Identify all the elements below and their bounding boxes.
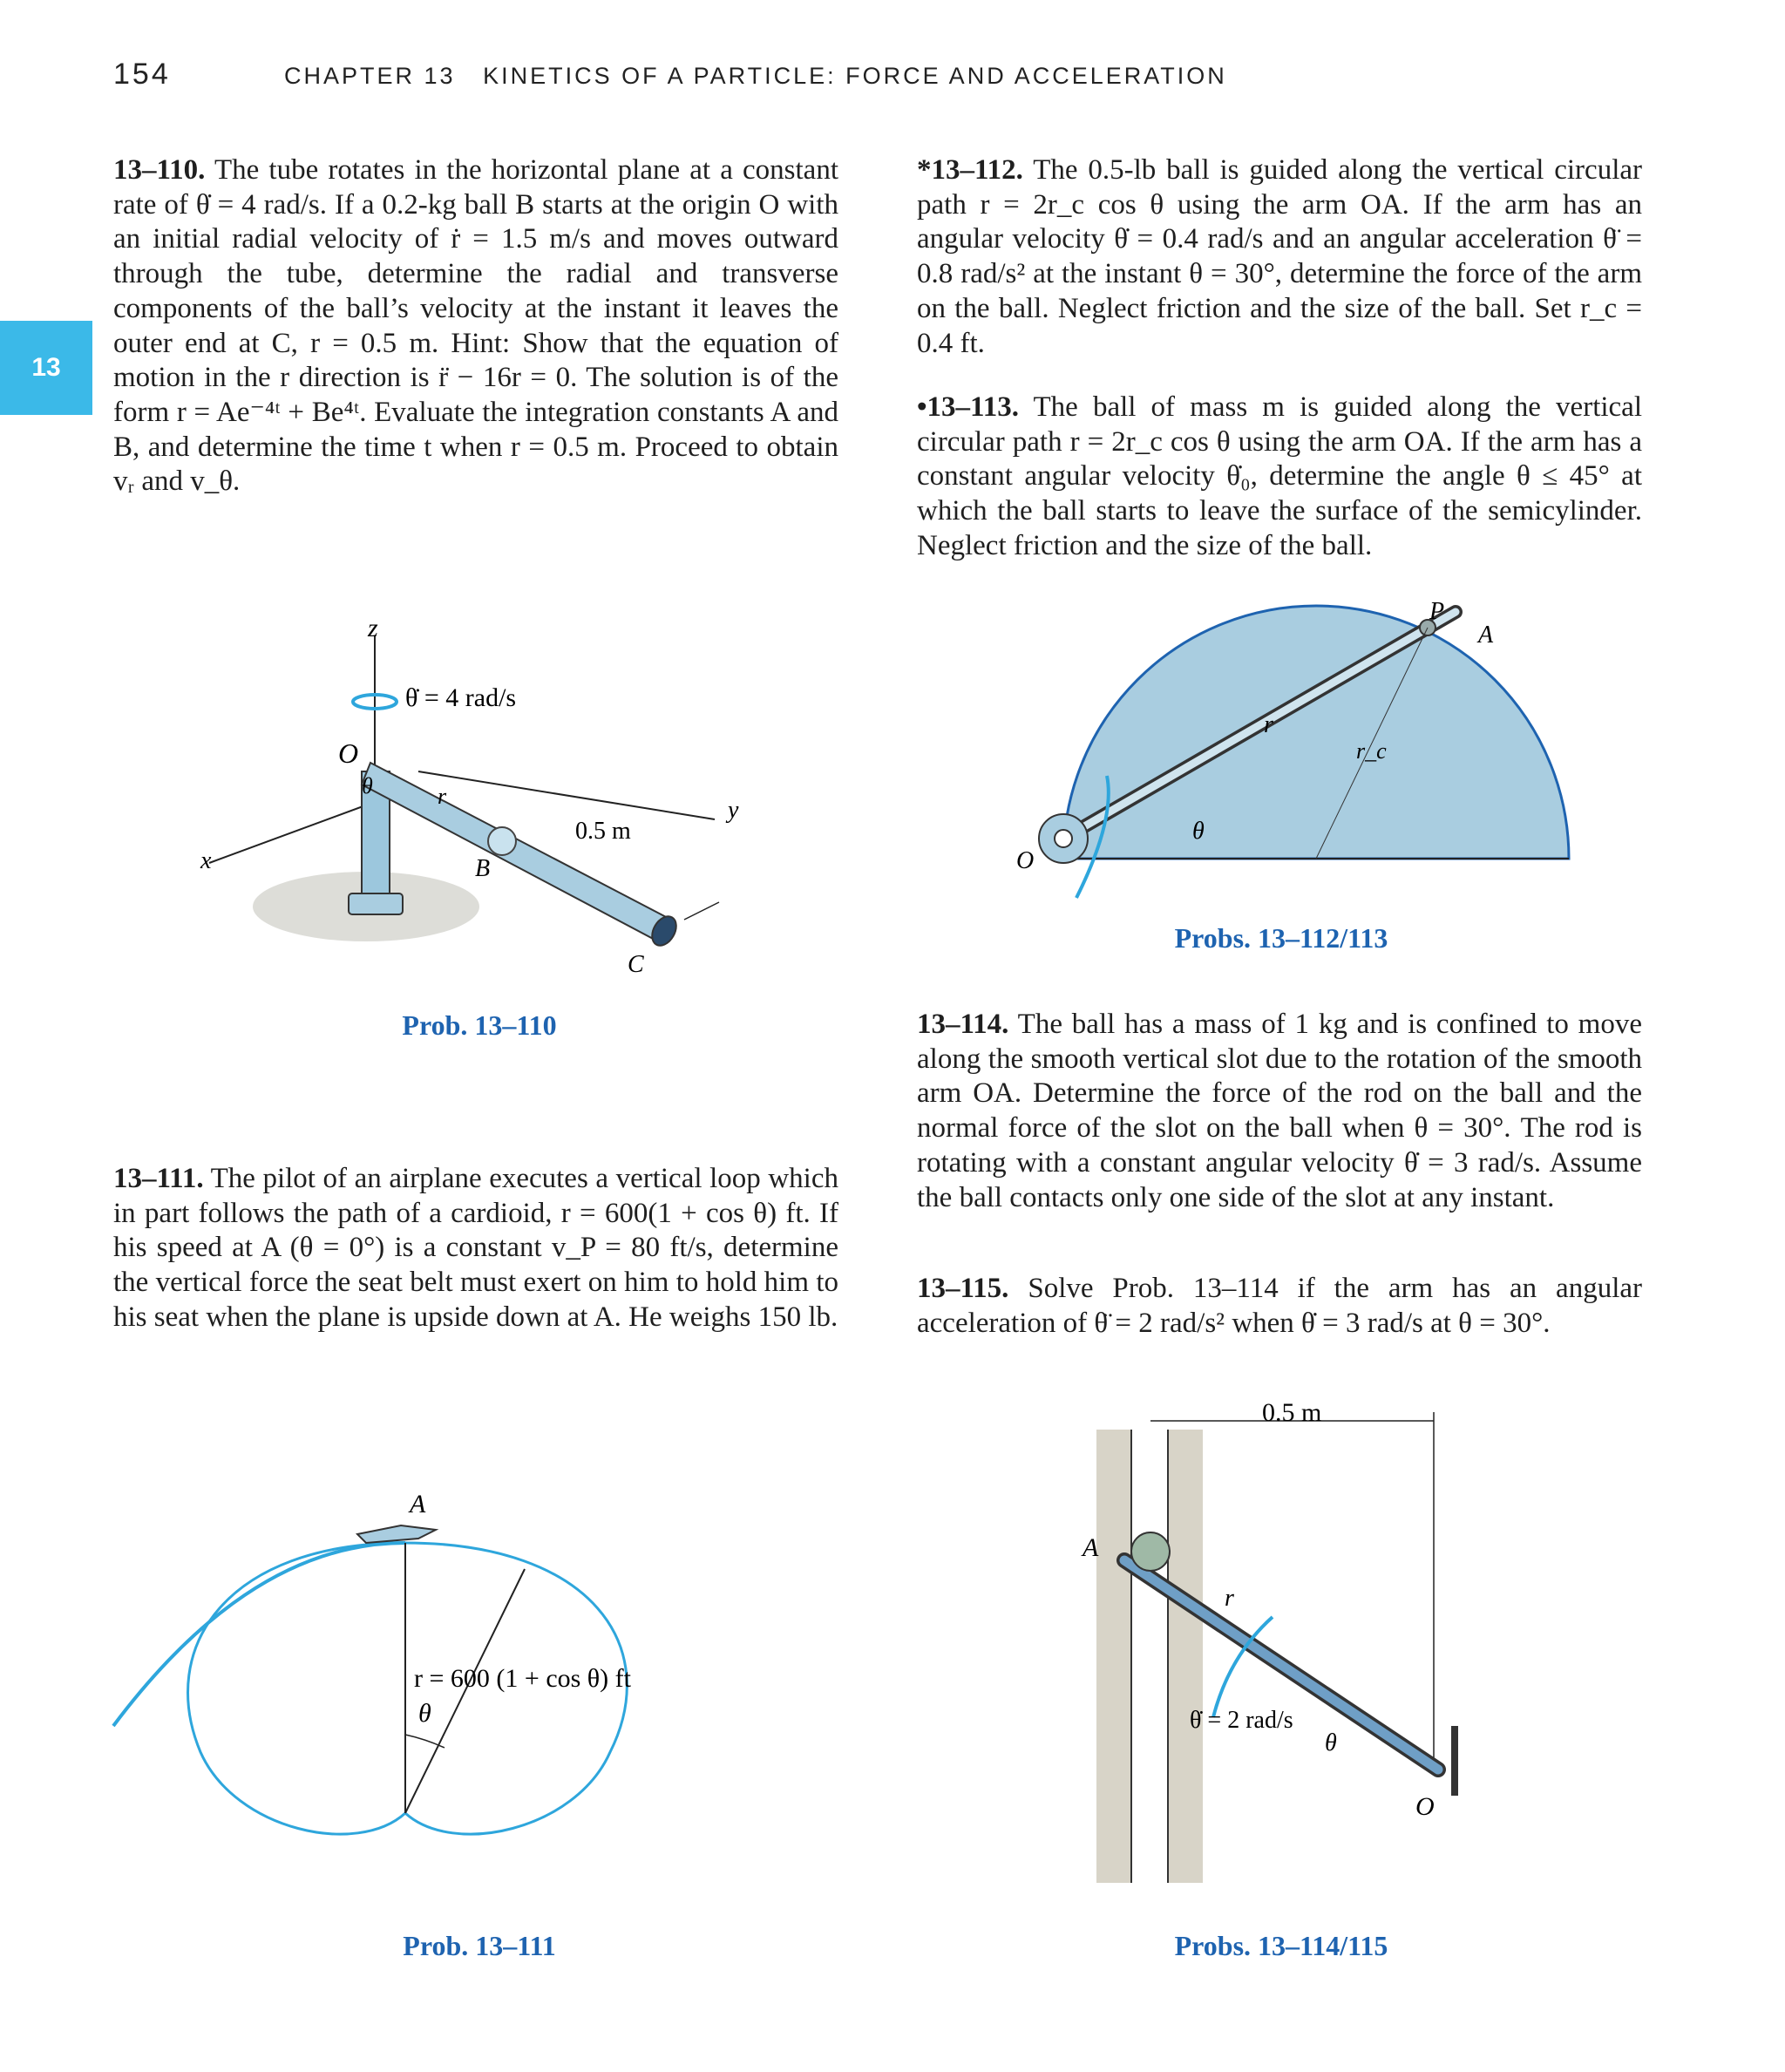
slot-wall-left xyxy=(1096,1430,1131,1883)
label-o: O xyxy=(1016,847,1035,874)
label-length: 0.5 m xyxy=(1262,1398,1322,1427)
problem-text: The pilot of an airplane executes a vertical loop which in part follows the path of a cardioid, r = 600(1 + cos θ) ft. If his speed at A (θ = 0°) is a constant v_P = 80 ft/s, determine the vertical force the seat belt must exert on him to hold him to his seat when the plane is upside down at A. He weighs 150 lb. xyxy=(113,1163,838,1333)
flight-path-entry xyxy=(113,1543,405,1726)
chapter-name: KINETICS OF A PARTICLE: FORCE AND ACCELERATION xyxy=(483,63,1227,89)
x-axis xyxy=(209,802,375,863)
label-theta: θ xyxy=(1325,1729,1337,1756)
problem-text: The tube rotates in the horizontal plane at a constant rate of θ̇ = 4 rad/s. If a 0.2-kg ball B starts at the origin O with an initial radial velocity of ṙ = 1.5 m/s and moves outward through the tube, determine the radial and transverse components of the ball’s velocity at the instant it leaves the outer end at C, r = 0.5 m. Hint: Show that the equation of motion in the r direction is r̈ − 16r = 0. The solution is of the form r = Ae⁻⁴ᵗ + Be⁴ᵗ. Evaluate the integration constants A and B, and determine the time t when r = 0.5 m. Proceed to obtain vᵣ and v_θ. xyxy=(113,154,838,498)
label-theta: θ xyxy=(362,773,373,798)
label-omega: θ̇ = 4 rad/s xyxy=(405,683,517,712)
label-b: B xyxy=(475,855,491,882)
caption-13-112-113: Probs. 13–112/113 xyxy=(1174,922,1388,954)
problem-13-110 xyxy=(113,153,838,499)
figure-13-112-113 xyxy=(1002,598,1630,907)
problem-text: Solve Prob. 13–114 if the arm has an angular acceleration of θ̈ = 2 rad/s² when θ̇ = 3 rad/s at θ = 30°. xyxy=(917,1273,1642,1339)
problem-number: 13–115. xyxy=(917,1273,1009,1304)
pivot-pin xyxy=(1055,830,1072,847)
figure-13-111 xyxy=(105,1491,680,1892)
label-o: O xyxy=(338,737,359,769)
problem-number: *13–112. xyxy=(917,154,1023,186)
label-z: z xyxy=(368,614,378,642)
label-o: O xyxy=(1415,1792,1435,1821)
label-r: r xyxy=(438,784,447,809)
label-a: A xyxy=(1083,1533,1099,1562)
label-rc: r_c xyxy=(1356,738,1387,764)
label-r: r xyxy=(1225,1585,1234,1612)
theta-arc xyxy=(405,1735,445,1748)
dimension-line xyxy=(684,902,719,920)
pivot-support xyxy=(1451,1726,1458,1796)
label-theta: θ xyxy=(418,1699,431,1728)
airplane xyxy=(357,1525,436,1543)
label-a: A xyxy=(410,1490,426,1518)
label-length: 0.5 m xyxy=(575,818,631,845)
chapter-label: CHAPTER 13 xyxy=(284,63,456,89)
problem-13-111 xyxy=(113,1162,838,1335)
ball-b xyxy=(488,827,516,855)
problem-13-113 xyxy=(917,391,1642,564)
caption-13-114-115: Probs. 13–114/115 xyxy=(1174,1930,1388,1961)
chapter-side-tab xyxy=(0,321,92,415)
problem-text: The ball of mass m is guided along the vertical circular path r = 2r_c cos θ using the arm OA. If the arm has a constant angular velocity θ̇₀, determine the angle θ ≤ 45° at which the ball starts to leave the surface of the semicylinder. Neglect friction and the size of the ball. xyxy=(917,391,1642,561)
label-theta: θ xyxy=(1192,818,1205,845)
side-tab-label: 13 xyxy=(31,353,61,382)
figure-13-114-115 xyxy=(1063,1395,1517,1883)
label-y: y xyxy=(728,797,739,824)
label-r: r xyxy=(1264,711,1273,738)
label-a: A xyxy=(1478,622,1494,649)
label-equation: r = 600 (1 + cos θ) ft xyxy=(414,1664,631,1693)
problem-13-112 xyxy=(917,153,1642,361)
label-omega: θ̇ = 2 rad/s xyxy=(1190,1707,1293,1734)
problem-number: 13–111. xyxy=(113,1163,204,1194)
problem-number: 13–110. xyxy=(113,154,206,186)
tube-base xyxy=(349,893,403,914)
figure-13-110 xyxy=(174,610,784,985)
caption-13-111: Prob. 13–111 xyxy=(403,1930,556,1961)
problem-13-114 xyxy=(917,1008,1642,1215)
caption-13-110: Prob. 13–110 xyxy=(402,1009,557,1041)
problem-13-115 xyxy=(917,1272,1642,1341)
problem-number: •13–113. xyxy=(917,391,1019,423)
ball xyxy=(1131,1532,1170,1571)
problem-text: The ball has a mass of 1 kg and is confined to move along the smooth vertical slot due to the rotation of the smooth arm OA. Determine the force of the rod on the ball and the normal force of the slot on the ball when θ = 30°. The rod is rotating with a constant angular velocity θ̇ = 3 rad/s. Assume the ball contacts only one side of the slot at any instant. xyxy=(917,1009,1643,1213)
page-number: 154 xyxy=(113,58,171,91)
label-x: x xyxy=(200,847,212,874)
label-p: P xyxy=(1429,598,1445,625)
problem-text: The 0.5-lb ball is guided along the vertical circular path r = 2r_c cos θ using the arm OA. If the arm has an angular velocity θ̇ = 0.4 rad/s and an angular acceleration θ̈ = 0.8 rad/s² at the instant θ = 30°, determine the force of the arm on the ball. Neglect friction and the size of the ball. Set r_c = 0.4 ft. xyxy=(917,154,1642,359)
chapter-title xyxy=(284,63,1227,90)
problem-number: 13–114. xyxy=(917,1009,1009,1040)
slot-wall-right xyxy=(1168,1430,1203,1883)
label-c: C xyxy=(628,951,644,978)
